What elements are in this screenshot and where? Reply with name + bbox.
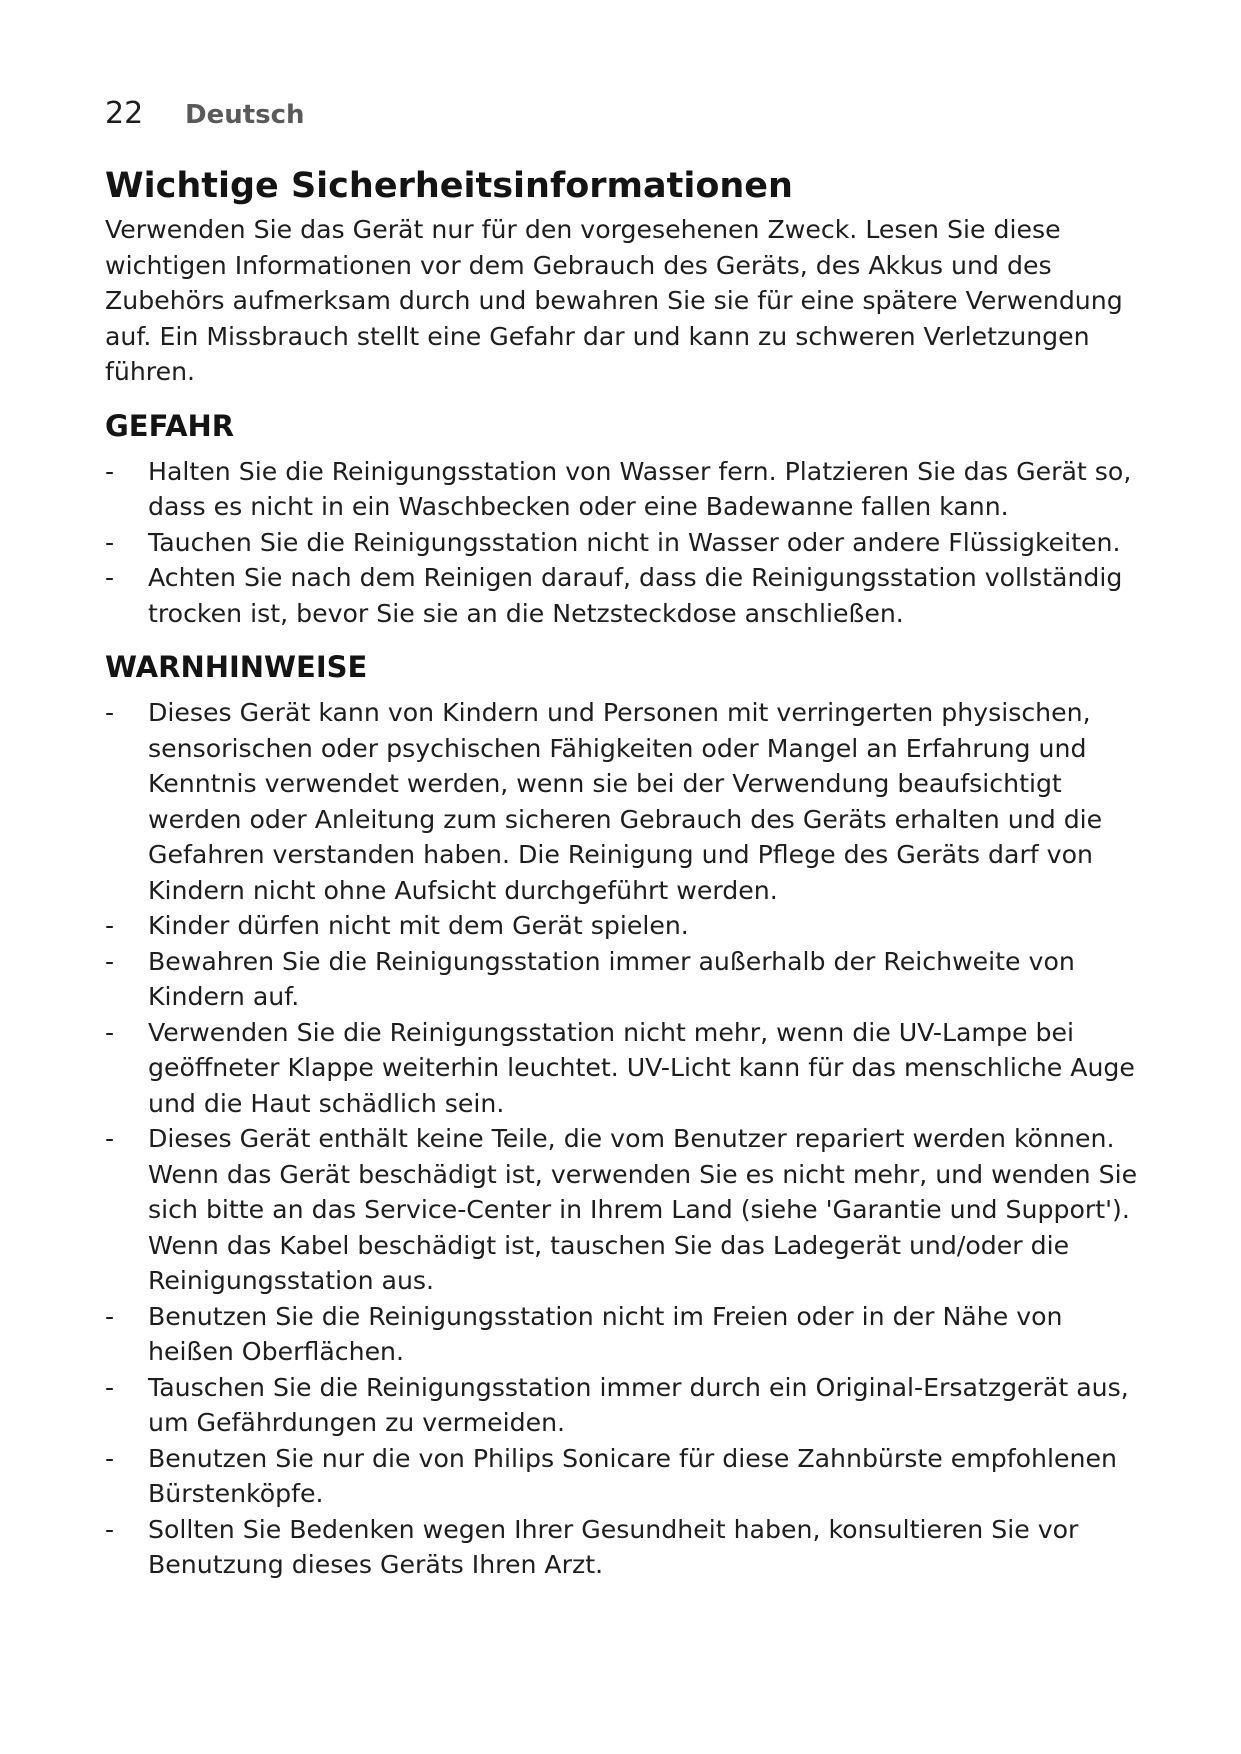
bullet-dash: - (105, 1301, 115, 1331)
bullet-dash: - (105, 563, 115, 592)
warning-item-text: Tauschen Sie die Reinigungsstation immer durch ein Original-Ersatzgerät aus, um Gefährdungen zu vermeiden. (148, 1372, 1129, 1437)
bullet-dash: - (105, 1124, 115, 1153)
warnings-list (105, 695, 1145, 1583)
warning-item-text: Bewahren Sie die Reinigungsstation immer außerhalb der Reichweite von Kindern auf. (148, 946, 1075, 1011)
warning-item (105, 1512, 1148, 1583)
bullet-dash: - (105, 527, 115, 557)
danger-heading: GEFAHR (105, 408, 235, 443)
danger-item (105, 525, 1148, 561)
warning-item-text: Sollten Sie Bedenken wegen Ihrer Gesundheit haben, konsultieren Sie vor Benutzung dieses Geräts Ihren Arzt. (148, 1514, 1079, 1579)
running-header (105, 96, 1145, 136)
bullet-dash: - (105, 1372, 115, 1402)
warning-item-text: Verwenden Sie die Reinigungsstation nicht mehr, wenn die UV-Lampe bei geöffneter Klappe weiterhin leuchtet. UV-Licht kann für das menschliche Auge und die Haut schädlich sein. (148, 1017, 1135, 1118)
bullet-dash: - (105, 698, 115, 727)
page-title: Wichtige Sicherheitsinformationen (105, 166, 793, 206)
intro-paragraph: Verwenden Sie das Gerät nur für den vorgesehenen Zweck. Lesen Sie diese wichtigen Informationen vor dem Gebrauch des Geräts, des Akkus und des Zubehörs aufmerksam durch und bewahren Sie sie für eine spätere Verwendung auf. Ein Missbrauch stellt eine Gefahr dar und kann zu schweren Verletzungen führen. (105, 215, 1123, 386)
warnings-heading: WARNHINWEISE (105, 650, 368, 684)
danger-item-text: Achten Sie nach dem Reinigen darauf, dass die Reinigungsstation vollständig trocken ist, bevor Sie sie an die Netzsteckdose anschließen. (148, 563, 1123, 628)
danger-item-text: Halten Sie die Reinigungsstation von Wasser fern. Platzieren Sie das Gerät so, dass es nicht in ein Waschbecken oder eine Badewanne fallen kann. (148, 456, 1132, 521)
bullet-dash: - (105, 946, 115, 976)
warning-item-text: Dieses Gerät enthält keine Teile, die vom Benutzer repariert werden können. Wenn das Gerät beschädigt ist, verwenden Sie es nicht mehr, und wenden Sie sich bitte an das Service-Center in Ihrem Land (siehe 'Garantie und Support'). Wenn das Kabel beschädigt ist, tauschen Sie das Ladegerät und/oder die Reinigungsstation aus. (148, 1124, 1138, 1295)
warning-item (105, 1299, 1148, 1370)
warning-item (105, 944, 1148, 1015)
danger-item-text: Tauchen Sie die Reinigungsstation nicht in Wasser oder andere Flüssigkeiten. (148, 527, 1121, 557)
manual-page (105, 96, 1145, 1583)
danger-item (105, 454, 1148, 525)
page-language: Deutsch (185, 100, 305, 130)
danger-item (105, 560, 1148, 631)
bullet-dash: - (105, 456, 115, 486)
bullet-dash: - (105, 1017, 115, 1047)
bullet-dash: - (105, 911, 115, 940)
warning-item (105, 908, 1148, 944)
warning-item-text: Benutzen Sie die Reinigungsstation nicht im Freien oder in der Nähe von heißen Oberflächen. (148, 1301, 1063, 1366)
page-number: 22 (105, 96, 144, 131)
warning-item (105, 1370, 1148, 1441)
warning-item (105, 1015, 1148, 1122)
bullet-dash: - (105, 1443, 115, 1473)
warning-item-text: Kinder dürfen nicht mit dem Gerät spielen. (148, 911, 689, 940)
warning-item (105, 695, 1148, 908)
warning-item (105, 1441, 1148, 1512)
warning-item-text: Benutzen Sie nur die von Philips Sonicare für diese Zahnbürste empfohlenen Bürstenköpfe. (148, 1443, 1117, 1508)
warning-item-text: Dieses Gerät kann von Kindern und Personen mit verringerten physischen, sensorischen oder psychischen Fähigkeiten oder Mangel an Erfahrung und Kenntnis verwendet werden, wenn sie bei der Verwendung beaufsichtigt werden oder Anleitung zum sicheren Gebrauch des Geräts erhalten und die Gefahren verstanden haben. Die Reinigung und Pflege des Geräts darf von Kindern nicht ohne Aufsicht durchgeführt werden. (148, 698, 1103, 905)
warning-item (105, 1121, 1148, 1299)
bullet-dash: - (105, 1514, 115, 1544)
danger-list (105, 454, 1145, 632)
